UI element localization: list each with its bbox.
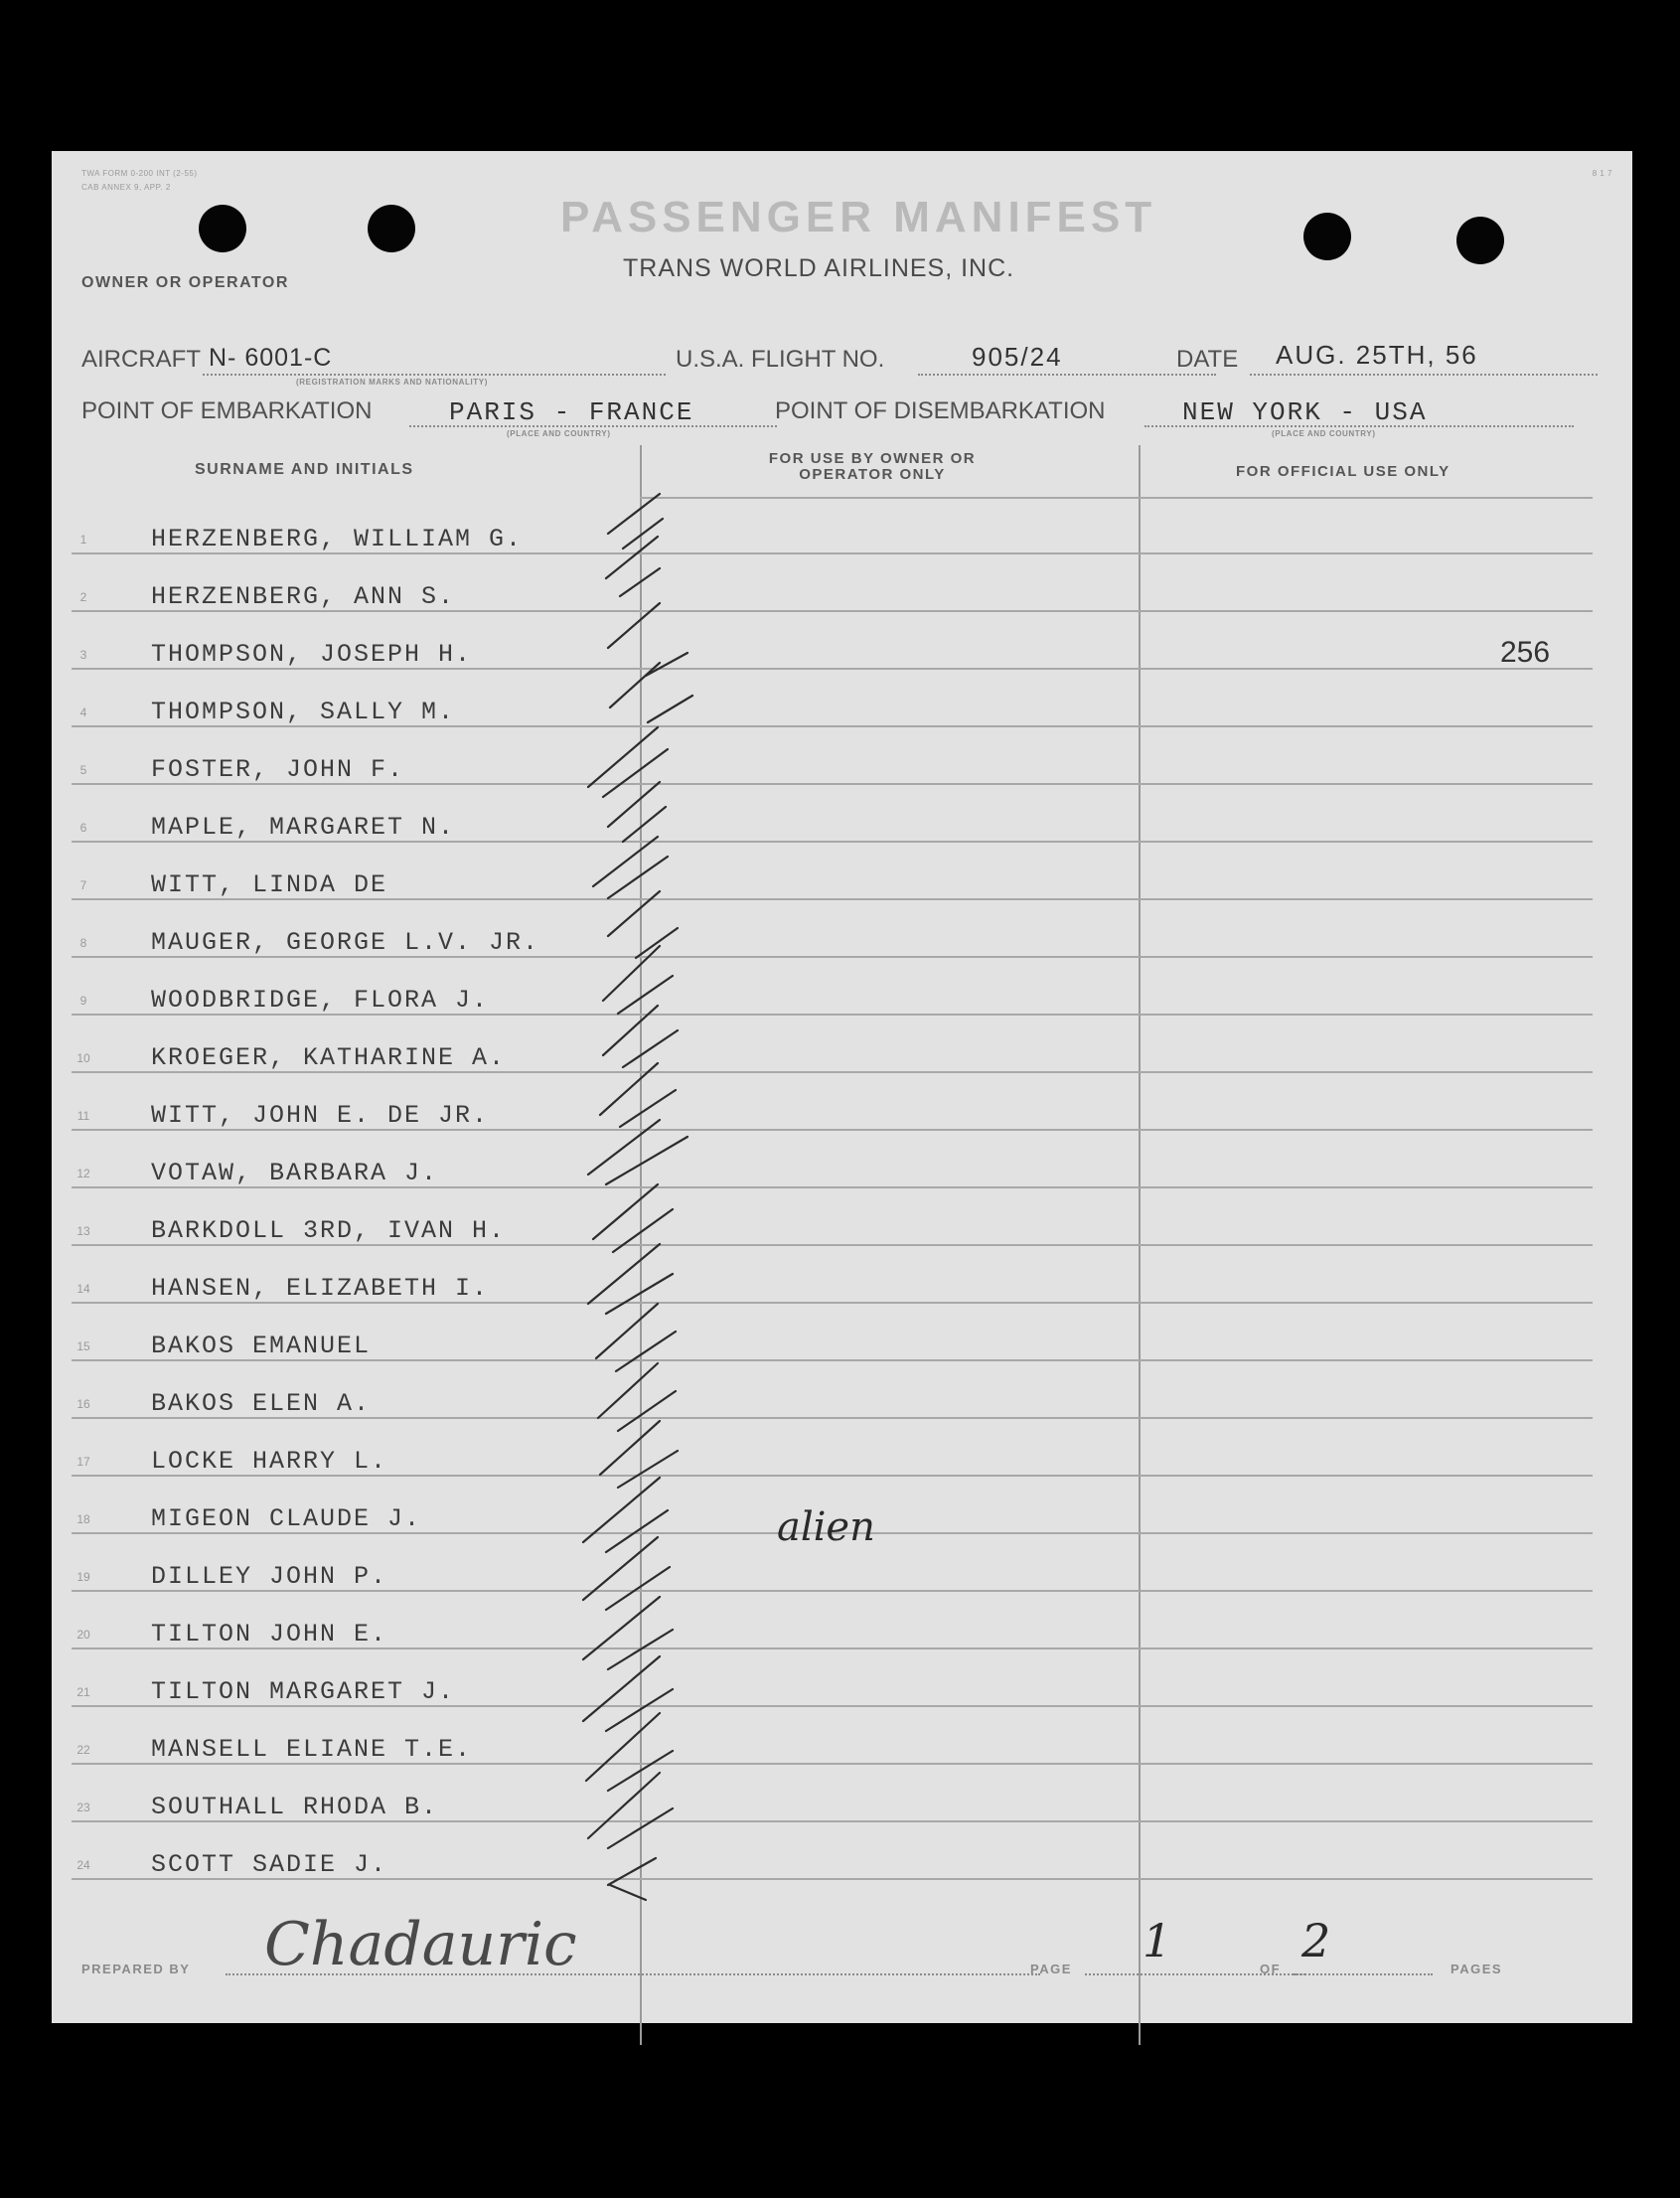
page-label: PAGE	[1030, 1962, 1072, 1976]
check-mark	[608, 1858, 656, 1900]
aircraft-label: AIRCRAFT	[81, 346, 201, 373]
row-number: 15	[76, 1339, 90, 1353]
row-number: 13	[76, 1224, 90, 1238]
check-mark	[583, 1478, 668, 1552]
passenger-name: HERZENBERG, ANN S.	[151, 582, 456, 611]
row-number: 20	[76, 1628, 90, 1642]
passenger-name: VOTAW, BARBARA J.	[151, 1159, 439, 1187]
check-mark	[588, 1120, 687, 1184]
row-number: 11	[76, 1109, 90, 1123]
flight-label: U.S.A. FLIGHT NO.	[676, 346, 885, 373]
row-number: 7	[79, 878, 87, 892]
owner-operator-label: OWNER OR OPERATOR	[81, 274, 289, 291]
row-number: 4	[79, 706, 87, 719]
embarkation-value: PARIS - FRANCE	[449, 397, 694, 427]
col-surname-header: SURNAME AND INITIALS	[195, 461, 414, 478]
row-number: 16	[76, 1397, 90, 1411]
check-marks	[52, 151, 1632, 2023]
check-mark	[600, 1421, 678, 1488]
owner-note: alien	[777, 1504, 875, 1550]
disembarkation-value: NEW YORK - USA	[1182, 397, 1428, 427]
check-mark	[603, 1006, 678, 1067]
row-number: 19	[76, 1570, 90, 1584]
row-number: 6	[79, 821, 87, 835]
row-number: 22	[76, 1743, 90, 1757]
passenger-name: THOMPSON, JOSEPH H.	[151, 640, 473, 669]
passenger-name: MAUGER, GEORGE L.V. JR.	[151, 928, 540, 957]
of-label: OF	[1260, 1962, 1282, 1976]
check-mark	[606, 537, 660, 596]
passenger-name: WITT, JOHN E. DE JR.	[151, 1101, 490, 1130]
passenger-name: LOCKE HARRY L.	[151, 1447, 388, 1476]
check-mark	[588, 1244, 673, 1314]
check-mark	[583, 1656, 673, 1731]
company-name: TRANS WORLD AIRLINES, INC.	[623, 254, 1015, 282]
check-mark	[596, 1304, 676, 1371]
row-number: 8	[79, 936, 87, 950]
row-number: 1	[79, 533, 87, 547]
row-number: 24	[76, 1858, 90, 1872]
check-mark	[593, 837, 668, 898]
passenger-name: HERZENBERG, WILLIAM G.	[151, 525, 524, 553]
manifest-page	[52, 151, 1632, 2023]
row-number: 10	[76, 1051, 90, 1065]
passenger-name: BAKOS ELEN A.	[151, 1389, 372, 1418]
passenger-name: KROEGER, KATHARINE A.	[151, 1043, 507, 1072]
of-underline	[1294, 1973, 1433, 1975]
flight-number: 905/24	[972, 342, 1063, 372]
row-number: 3	[79, 648, 87, 662]
prepared-by-signature: Chadauric	[264, 1910, 577, 1979]
check-mark	[586, 1713, 673, 1791]
page-number: 1	[1143, 1914, 1172, 1967]
passenger-name: TILTON MARGARET J.	[151, 1677, 456, 1706]
check-mark	[583, 1597, 673, 1669]
manifest-title: PASSENGER MANIFEST	[560, 193, 1157, 241]
date-value: AUG. 25TH, 56	[1276, 340, 1478, 370]
check-mark	[588, 1773, 673, 1848]
row-number: 5	[79, 763, 87, 777]
disembarkation-sublabel: (PLACE AND COUNTRY)	[1272, 429, 1376, 438]
check-mark	[598, 1363, 676, 1431]
form-code-annex: CAB ANNEX 9, APP. 2	[81, 183, 171, 192]
corner-mark: 8 1 7	[1592, 169, 1612, 178]
col-official-header: FOR OFFICIAL USE ONLY	[1236, 463, 1451, 480]
check-mark	[600, 1063, 676, 1127]
passenger-name: BAKOS EMANUEL	[151, 1332, 372, 1360]
total-pages: 2	[1301, 1914, 1331, 1967]
passenger-name: MANSELL ELIANE T.E.	[151, 1735, 473, 1764]
row-number: 12	[76, 1167, 90, 1180]
check-mark	[608, 782, 666, 842]
passenger-name: WOODBRIDGE, FLORA J.	[151, 986, 490, 1015]
row-number: 23	[76, 1801, 90, 1814]
passenger-name: MIGEON CLAUDE J.	[151, 1504, 422, 1533]
row-number: 17	[76, 1455, 90, 1469]
pages-label: PAGES	[1451, 1962, 1503, 1976]
prepared-by-label: PREPARED BY	[81, 1962, 191, 1976]
aircraft-sublabel: (REGISTRATION MARKS AND NATIONALITY)	[296, 378, 488, 387]
row-number: 9	[79, 994, 87, 1008]
check-mark	[593, 1184, 673, 1252]
embarkation-label: POINT OF EMBARKATION	[81, 397, 373, 424]
aircraft-value: N- 6001-C	[209, 344, 333, 372]
check-mark	[608, 891, 678, 958]
col-owner-header: FOR USE BY OWNER OR OPERATOR ONLY	[768, 450, 977, 483]
passenger-name: DILLEY JOHN P.	[151, 1562, 388, 1591]
passenger-name: BARKDOLL 3RD, IVAN H.	[151, 1216, 507, 1245]
check-mark	[610, 663, 692, 722]
passenger-name: SCOTT SADIE J.	[151, 1850, 388, 1879]
disembarkation-label: POINT OF DISEMBARKATION	[775, 397, 1106, 424]
passenger-name: FOSTER, JOHN F.	[151, 755, 405, 784]
row-number: 18	[76, 1512, 90, 1526]
passenger-name: TILTON JOHN E.	[151, 1620, 388, 1648]
passenger-name: SOUTHALL RHODA B.	[151, 1793, 439, 1821]
row-number: 21	[76, 1685, 90, 1699]
passenger-name: HANSEN, ELIZABETH I.	[151, 1274, 490, 1303]
row-number: 2	[79, 590, 87, 604]
embarkation-sublabel: (PLACE AND COUNTRY)	[507, 429, 611, 438]
passenger-name: MAPLE, MARGARET N.	[151, 813, 456, 842]
row-number: 14	[76, 1282, 90, 1296]
passenger-name: WITT, LINDA DE	[151, 870, 388, 899]
official-note: 256	[1500, 636, 1551, 669]
date-label: DATE	[1176, 346, 1239, 373]
passenger-name: THOMPSON, SALLY M.	[151, 698, 456, 726]
check-mark	[608, 603, 687, 676]
form-code: TWA FORM 0-200 INT (2-55)	[81, 169, 198, 178]
